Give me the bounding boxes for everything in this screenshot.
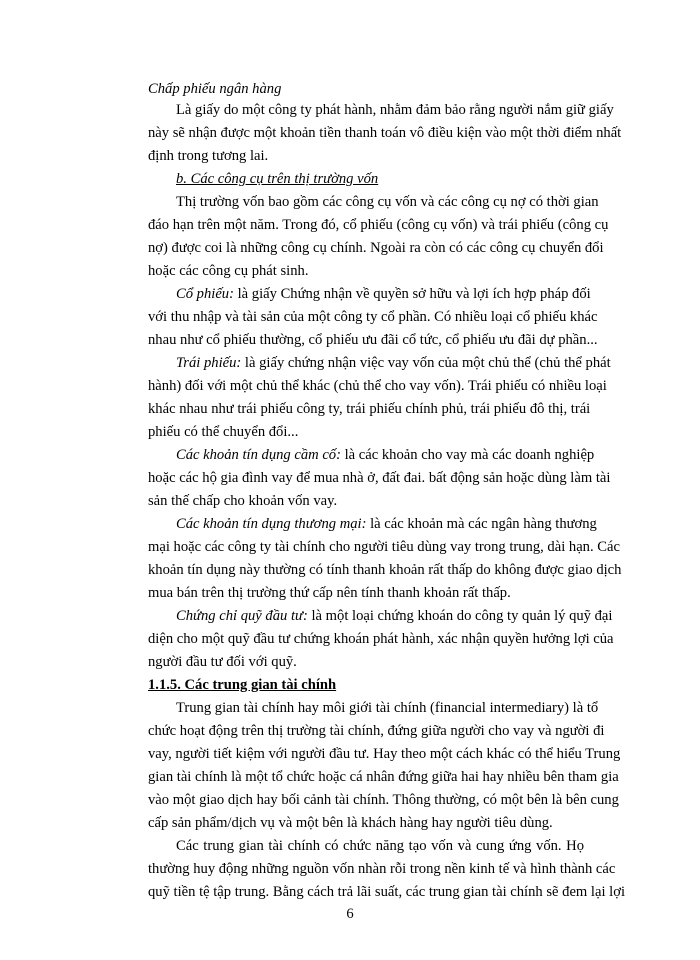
paragraph-line: mại hoặc các công ty tài chính cho người tiêu dùng vay trong trung, dài hạn. Các xyxy=(148,539,620,555)
paragraph-line: Trung gian tài chính hay môi giới tài chính (financial intermediary) là tổ xyxy=(176,700,599,716)
fund-certificate-definition-line: Chứng chỉ quỹ đầu tư: là một loại chứng khoán do công ty quản lý quỹ đại xyxy=(176,608,613,624)
term-mortgage: Các khoản tín dụng cầm cố: xyxy=(176,447,341,463)
paragraph-line: mua bán trên thị trường thứ cấp nên tính thanh khoản rất thấp. xyxy=(148,585,511,601)
mortgage-definition-line: Các khoản tín dụng cầm cố: là các khoản cho vay mà các doanh nghiệp xyxy=(176,447,595,463)
term-commercial-credit: Các khoản tín dụng thương mại: xyxy=(176,516,367,532)
stock-definition-line: Cổ phiếu: là giấy Chứng nhận về quyền sở hữu và lợi ích hợp pháp đối xyxy=(176,286,591,302)
paragraph-line: người đầu tư đối với quỹ. xyxy=(148,654,297,670)
paragraph-line: Là giấy do một công ty phát hành, nhằm đảm bảo rằng người nắm giữ giấy xyxy=(176,102,614,118)
paragraph-line: phiếu có thể chuyển đổi... xyxy=(148,424,299,440)
bond-definition-line: Trái phiếu: là giấy chứng nhận việc vay vốn của một chủ thể (chủ thể phát xyxy=(176,355,611,371)
paragraph-line: diện cho một quỹ đầu tư chứng khoán phát hành, xác nhận quyền hưởng lợi của xyxy=(148,631,614,647)
paragraph-line: nợ) được coi là những công cụ chính. Ngoài ra còn có các công cụ chuyển đổi xyxy=(148,240,604,256)
paragraph-line: đáo hạn trên một năm. Trong đó, cổ phiếu (công cụ vốn) và trái phiếu (công cụ xyxy=(148,217,609,233)
paragraph-line: chức hoạt động trên thị trường tài chính, đứng giữa người cho vay và người đi xyxy=(148,723,605,739)
term-fund-certificate: Chứng chỉ quỹ đầu tư: xyxy=(176,608,308,624)
paragraph-line: Các trung gian tài chính có chức năng tạo vốn và cung ứng vốn. Họ xyxy=(176,838,584,854)
term-bond: Trái phiếu: xyxy=(176,355,242,371)
paragraph-line: thường huy động những nguồn vốn nhàn rỗi trong nền kinh tế và hình thành các xyxy=(148,861,616,877)
heading-bank-acceptance: Chấp phiếu ngân hàng xyxy=(148,81,282,97)
paragraph-line: khoản tín dụng này thường có tính thanh khoản rất thấp do không được giao dịch xyxy=(148,562,622,578)
paragraph-line: Thị trường vốn bao gồm các công cụ vốn và các công cụ nợ có thời gian xyxy=(176,194,599,210)
paragraph-line: hoặc các hộ gia đình vay để mua nhà ở, đất đai. bất động sản hoặc dùng làm tài xyxy=(148,470,611,486)
paragraph-line: quỹ tiền tệ tập trung. Bằng cách trả lãi suất, các trung gian tài chính sẽ đem lại lợi xyxy=(148,884,625,900)
paragraph-line: hoặc các công cụ phát sinh. xyxy=(148,263,309,279)
paragraph-line: cấp sản phẩm/dịch vụ và một bên là khách hàng hay người tiêu dùng. xyxy=(148,815,553,831)
commercial-credit-definition-line: Các khoản tín dụng thương mại: là các khoản mà các ngân hàng thương xyxy=(176,516,597,532)
paragraph-line: này sẽ nhận được một khoản tiền thanh toán vô điều kiện vào một thời điểm nhất xyxy=(148,125,622,141)
paragraph-line: vay, người tiết kiệm với người đầu tư. Hay theo một cách khác có thể hiểu Trung xyxy=(148,746,621,762)
paragraph-line: vào một giao dịch hay bối cảnh tài chính. Thông thường, có một bên là bên cung xyxy=(148,792,619,808)
heading-capital-market: b. Các công cụ trên thị trường vốn xyxy=(176,171,379,187)
paragraph-line: sản thế chấp cho khoản vốn vay. xyxy=(148,493,338,509)
paragraph-line: nhau như cổ phiếu thường, cổ phiếu ưu đãi cổ tức, cổ phiếu ưu đãi dự phần... xyxy=(148,332,598,348)
term-stock: Cổ phiếu: xyxy=(176,286,234,302)
paragraph-line: khác nhau như trái phiếu công ty, trái phiếu chính phủ, trái phiếu đô thị, trái xyxy=(148,401,591,417)
page-number: 6 xyxy=(346,906,354,922)
paragraph-line: gian tài chính là một tổ chức hoặc cá nhân đứng giữa hai hay nhiều bên tham gia xyxy=(148,769,619,785)
paragraph-line: với thu nhập và tài sản của một công ty cổ phần. Có nhiều loại cổ phiếu khác xyxy=(148,309,598,325)
paragraph-line: định trong tương lai. xyxy=(148,148,269,164)
section-title: 1.1.5. Các trung gian tài chính xyxy=(148,677,337,693)
paragraph-line: hành) đối với một chủ thể khác (chủ thể cho vay vốn). Trái phiếu có nhiều loại xyxy=(148,378,607,394)
